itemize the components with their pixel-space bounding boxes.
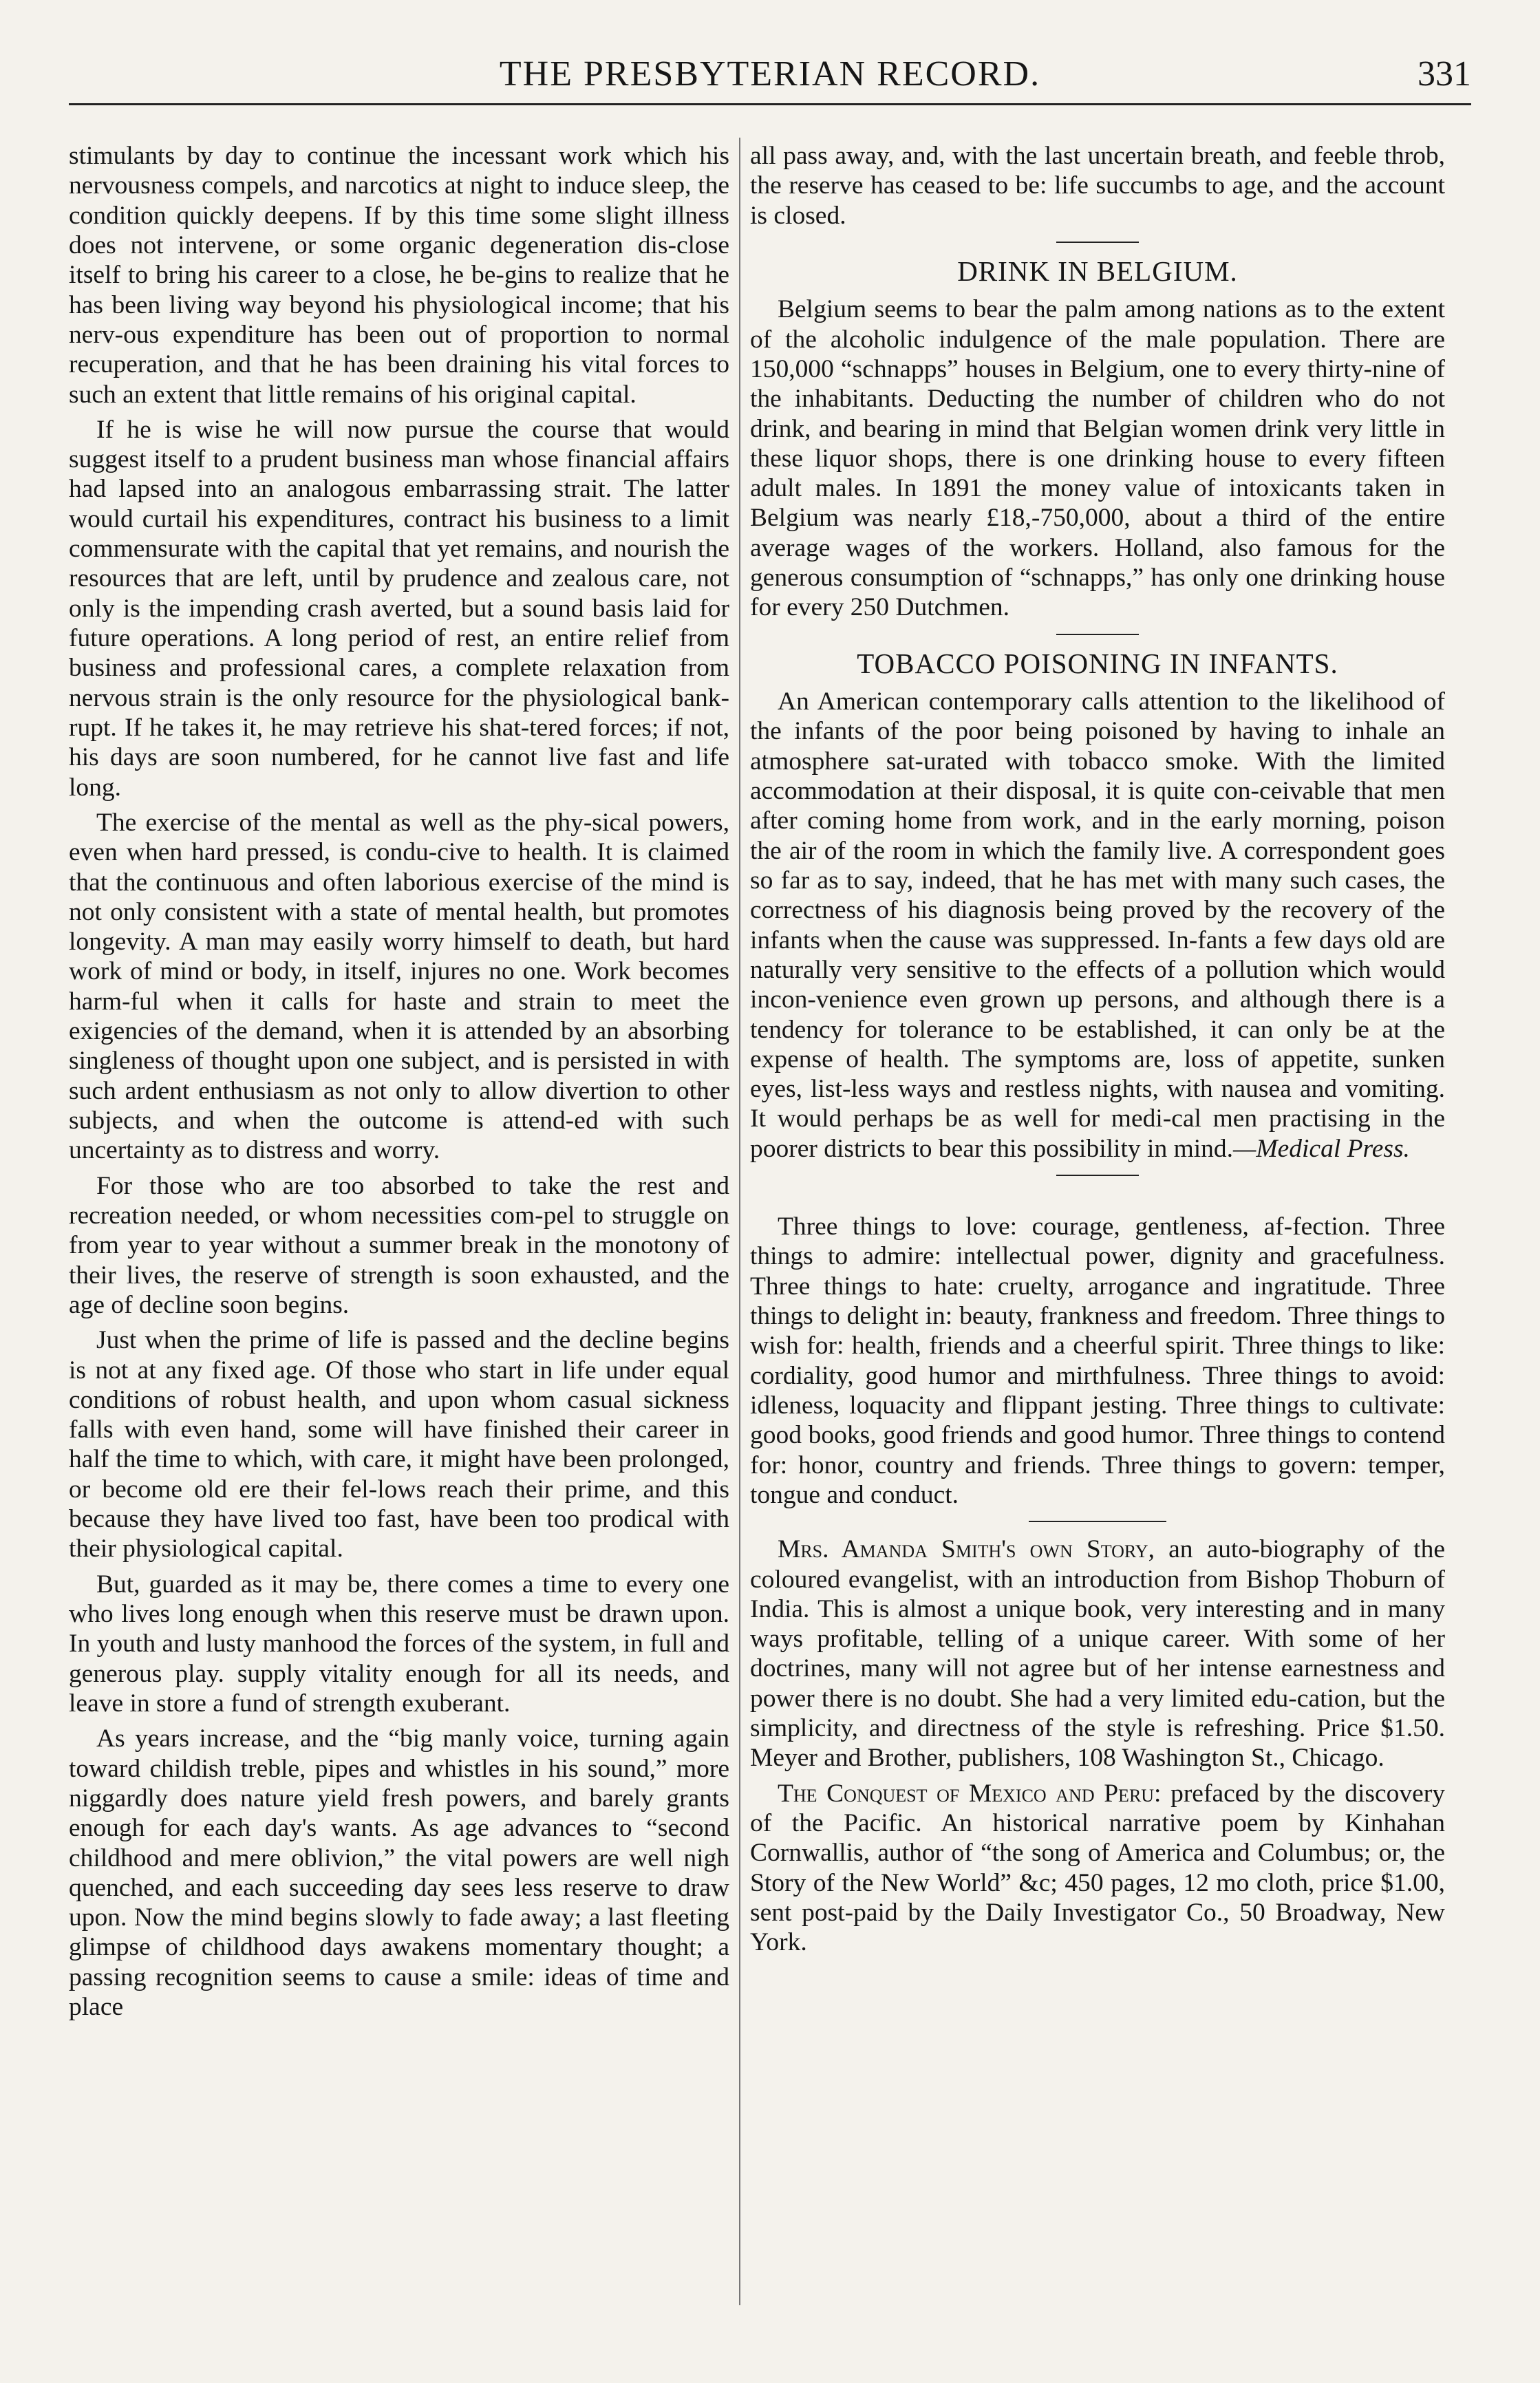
- column-divider: [739, 138, 740, 2305]
- book-title-amanda: Mrs. Amanda Smith's own Story,: [778, 1535, 1155, 1564]
- article-heading-tobacco: TOBACCO POISONING IN INFANTS.: [857, 647, 1338, 679]
- page-number: 331: [1418, 54, 1471, 94]
- section-rule: [1056, 634, 1139, 635]
- article-text-three-things: Three things to love: courage, gentleness, af-fection. Three things to admire: intellectual power, dignity and gracefulness. Three things to hate: cruelty, arrogance and ingratitude. Three things to delight in: beauty, frankness and freedom. Three things to wish for: health, friends and a cheerful spirit. Three things to like: cordiality, good humor and mirthfulness. Three things to avoid: idleness, loquacity and flippant jesting. Three things to cultivate: good books, good friends and good humor. Three things to contend for: honor, country and friends. Three things to govern: temper, tongue and conduct.: [750, 1212, 1445, 1509]
- article-heading-drink: DRINK IN BELGIUM.: [957, 255, 1238, 287]
- book-text-amanda: an auto-biography of the coloured evangelist, with an introduction from Bishop Thoburn of India. This is almost a unique book, very interesting and in many ways profitable, telling of a unique career. With some of her doctrines, many will not agree but of her intense earnestness and power there is no doubt. She had a very limited edu-cation, but the simplicity, and directness of the style is refreshing. Price $1.50. Meyer and Brother, publishers, 108 Washington St., Chicago.: [750, 1535, 1445, 1773]
- left-column: [69, 141, 729, 2309]
- page-header: [69, 48, 1471, 105]
- tobacco-body: An American contemporary calls attention to the likelihood of the infants of the poor being poisoned by having to inhale an atmosphere sat-urated with tobacco smoke. With the limited accommodation at their disposal, it is quite con-ceivable that men after coming home from work, and in the early morning, poison the air of the room in which the family live. A correspondent goes so far as to say, indeed, that he has met with many such cases, the correctness of his diagnosis being proved by the recovery of the infants when the cause was suppressed. In-fants a few days old are naturally very sensitive to the effects of a pollution which would incon-venience even grown up persons, and although there is a tendency for tolerance to be established, it can only be at the expense of health. The symptoms are, loss of appetite, sunken eyes, list-less ways and restless nights, with nausea and vomiting. It would perhaps be as well for medi-cal men practising in the poorer districts to bear this possibility in mind.: [750, 687, 1445, 1163]
- tobacco-source: —Medical Press.: [1233, 1134, 1410, 1163]
- article-text-tobacco: [750, 687, 1445, 1164]
- book-title-conquest: The Conquest of Mexico and Peru:: [778, 1779, 1162, 1808]
- paragraph: If he is wise he will now pursue the course that would suggest itself to a prudent business man whose financial affairs had lapsed into an analogous embarrassing strait. The latter would curtail his expenditures, contract his business to a limit commensurate with the capital that yet remains, and nourish the resources that are left, until by prudence and zealous care, not only is the impending crash averted, but a sound basis laid for future operations. A long period of rest, an entire relief from business and professional cares, a complete relaxation from nervous strain is the only resource for the physiological bank-rupt. If he takes it, he may retrieve his shat-tered forces; if not, his days are soon numbered, for he cannot live fast and life long.: [69, 415, 729, 802]
- book-text-conquest: prefaced by the discovery of the Pacific. An historical narrative poem by Kinhahan Cornwallis, author of “the song of America and Columbus; or, the Story of the New World” &c; 450 pages, 12 mo cloth, price $1.00, sent post-paid by the Daily Investigator Co., 50 Broadway, New York.: [750, 1779, 1445, 1957]
- paragraph-continuation: all pass away, and, with the last uncertain breath, and feeble throb, the reserve has ceased to be: life succumbs to age, and the account is closed.: [750, 142, 1445, 230]
- article-text-drink: Belgium seems to bear the palm among nations as to the extent of the alcoholic indulgence of the male population. There are 150,000 “schnapps” houses in Belgium, one to every thirty-nine of the inhabitants. Deducting the number of children who do not drink, and bearing in mind that Belgian women drink very little in these liquor shops, there is one drinking house to every fifteen adult males. In 1891 the money value of intoxicants taken in Belgium was nearly £18,-750,000, about a third of the entire average wages of the workers. Holland, also famous for the generous consumption of “schnapps,” has only one drinking house for every 250 Dutchmen.: [750, 295, 1445, 622]
- paragraph: The exercise of the mental as well as the phy-sical powers, even when hard pressed, is condu-cive to health. It is claimed that the continuous and often laborious exercise of the mind is not only consistent with a state of mental health, but promotes longevity. A man may easily worry himself to death, but hard work of mind or body, in itself, injures no one. Work becomes harm-ful when it calls for haste and strain to meet the exigencies of the demand, when it is attended by an absorbing singleness of thought upon one subject, and is persisted in with such ardent enthusiasm as not only to allow divertion to other subjects, and when the outcome is attend-ed with such uncertainty as to distress and worry.: [69, 808, 729, 1165]
- spacer: [750, 1188, 1445, 1212]
- right-column: [750, 141, 1445, 2309]
- paragraph: But, guarded as it may be, there comes a time to every one who lives long enough when this reserve must be drawn upon. In youth and lusty manhood the forces of the system, in full and generous play. supply vitality enough for all its needs, and leave in store a fund of strength exuberant.: [69, 1570, 729, 1718]
- section-rule: [1056, 242, 1139, 243]
- running-title: THE PRESBYTERIAN RECORD.: [499, 54, 1041, 94]
- paragraph-continuation: stimulants by day to continue the incessant work which his nervousness compels, and narcotics at night to induce sleep, the condition quickly deepens. If by this time some slight illness does not intervene, or some organic degeneration dis-close itself to bring his career to a close, he be-gins to realize that he has been living way beyond his physiological income; that his nerv-ous expenditure has been out of proportion to normal recuperation, and that he has been draining his vital forces to such an extent that little remains of his original capital.: [69, 142, 729, 409]
- paragraph: Just when the prime of life is passed and the decline begins is not at any fixed age. Of those who start in life under equal conditions of robust health, and upon whom casual sickness falls with even hand, some will have finished their career in half the time to which, with care, it might have been prolonged, or become old ere their fel-lows reach their prime, and this because they have lived too fast, have been too prodical with their physiological capital.: [69, 1326, 729, 1563]
- book-notice-conquest: [750, 1779, 1445, 1958]
- section-rule: [1056, 1175, 1139, 1176]
- book-notice-amanda: [750, 1535, 1445, 1773]
- paragraph: For those who are too absorbed to take the rest and recreation needed, or whom necessities com-pel to struggle on from year to year without a summer break in the monotony of their lives, the reserve of strength is soon exhausted, and the age of decline soon begins.: [69, 1171, 729, 1319]
- paragraph: As years increase, and the “big manly voice, turning again toward childish treble, pipes and whistles in his sound,” more niggardly does nature yield fresh powers, and barely grants enough for each day's wants. As age advances to “second childhood and mere oblivion,” the vital powers are well nigh quenched, and each succeeding day sees less reserve to draw upon. Now the mind begins slowly to fade away; a last fleeting glimpse of childhood days awakens momentary thought; a passing recognition seems to cause a smile: ideas of time and place: [69, 1724, 729, 2022]
- section-rule: [1029, 1521, 1166, 1522]
